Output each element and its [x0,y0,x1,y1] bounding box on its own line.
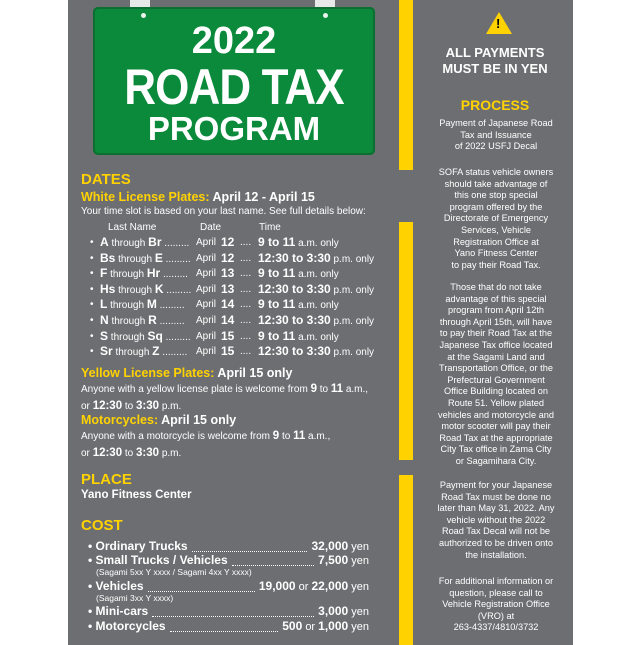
sign-year: 2022 [191,20,277,62]
leader-dots [170,621,278,632]
schedule-row: • Hs through K ......... April 13 .... 12:30 to 3:30 p.m. only [90,281,375,296]
motorcycles-text: Anyone with a motorcycle is welcome from 9 to 11 a.m., or 12:30 to 3:30 p.m. [81,430,331,459]
motorcycles-heading [81,413,236,428]
bullet: • [90,283,94,295]
schedule-row: • L through M ......... April 14 .... 9 to 11 a.m. only [90,297,339,312]
white-plates-range: April 12 - April 15 [212,190,315,204]
road-stripe [399,222,413,460]
road-sign [93,7,375,155]
road-stripe [399,0,413,170]
schedule-row: • Bs through E ......... April 12 .... 12:30 to 3:30 p.m. only [90,250,375,265]
leader-dots [232,555,314,566]
schedule-row: • F through Hr ......... April 13 .... 9 to 11 a.m. only [90,266,339,281]
yellow-plates-label: Yellow License Plates: [81,366,215,380]
place-value: Yano Fitness Center [81,489,192,501]
sign-subtitle: PROGRAM [147,110,321,147]
yellow-plates-heading [81,366,292,381]
process-paragraph-4: Payment for your Japanese Road Tax must be done no later than May 31, 2022. Any vehicle without the 2022 Road Tax Decal will not be authorized to be driven onto the installation. [437,480,555,560]
cost-item: • Motorcycles 500 or 1,000 yen [88,619,369,633]
leader-dots [192,541,307,552]
bullet: • [90,268,94,280]
sign-title: ROAD TAX [124,59,344,115]
cost-heading: COST [81,517,123,534]
cost-item: • Mini-cars 3,000 yen [88,604,369,618]
bullet: • [90,252,94,264]
rivet-icon [141,13,146,18]
bullet: • [90,237,94,248]
col-date: Date [200,222,222,233]
road-stripe [399,475,413,645]
process-heading: PROCESS [460,97,530,113]
col-last-name: Last Name [108,222,157,233]
poster [68,0,573,645]
motorcycles-label: Motorcycles: [81,413,159,427]
bullet: • [90,346,94,358]
leader-dots [152,606,314,617]
bullet: • [90,315,94,326]
white-plates-label: White License Plates: [81,190,210,204]
schedule-row: • S through Sq ......... April 15 .... 9 to 11 a.m. only [90,328,339,343]
warning-triangle-icon: ! [486,12,512,34]
process-paragraph-1: Payment of Japanese Road Tax and Issuance of 2022 USFJ Decal [439,118,553,152]
cost-item: • Vehicles 19,000 or 22,000 yen (Sagami 3xx Y xxxx) [88,579,369,603]
rivet-icon [323,13,328,18]
bullet: • [90,330,94,342]
payments-notice: ALL PAYMENTS MUST BE IN YEN [442,45,548,76]
white-plates-note: Your time slot is based on your last name. See full details below: [81,206,366,217]
schedule-row: • A through Br ......... April 12 .... 9 to 11 a.m. only [90,235,339,249]
white-plates-heading [81,190,315,205]
schedule-row: • N through R ......... April 14 .... 12:30 to 3:30 p.m. only [90,313,375,327]
dates-heading: DATES [81,171,131,188]
col-time: Time [259,222,281,233]
yellow-plates-range: April 15 only [217,366,293,380]
schedule-row: • Sr through Z ......... April 15 .... 12:30 to 3:30 p.m. only [90,344,375,359]
process-paragraph-3: Those that do not take advantage of this special program from April 12th through April 15th, will have to pay their Road Tax at the Japanese Tax office located at the Sagami Land and Transportation Office, or the Prefectural Government Office Building located on Route 51. Yellow plated vehicles and motorcycle and motor scooter will pay their Road Tax at the appropriate City Tax office in Zama City or Sagamihara City. [438,282,554,466]
place-heading: PLACE [81,471,132,488]
bullet: • [90,299,94,311]
cost-item: • Small Trucks / Vehicles 7,500 yen (Sagami 5xx Y xxxx / Sagami 4xx Y xxxx) [88,553,369,577]
yellow-plates-text: Anyone with a yellow license plate is welcome from 9 to 11 a.m., or 12:30 to 3:30 p.m. [81,383,369,412]
process-paragraph-2: SOFA status vehicle owners should take advantage of this one stop special program offered by the Directorate of Emergency Services, Vehicle Registration Office at Yano Fitness Center to pay their Road Tax. [438,167,554,270]
contact-paragraph: For additional information or question, please call to Vehicle Registration Office (VRO) at 263-4337/4810/3732 [438,576,554,633]
cost-item: • Ordinary Trucks 32,000 yen [88,539,369,553]
leader-dots [148,581,255,592]
motorcycles-range: April 15 only [161,413,237,427]
